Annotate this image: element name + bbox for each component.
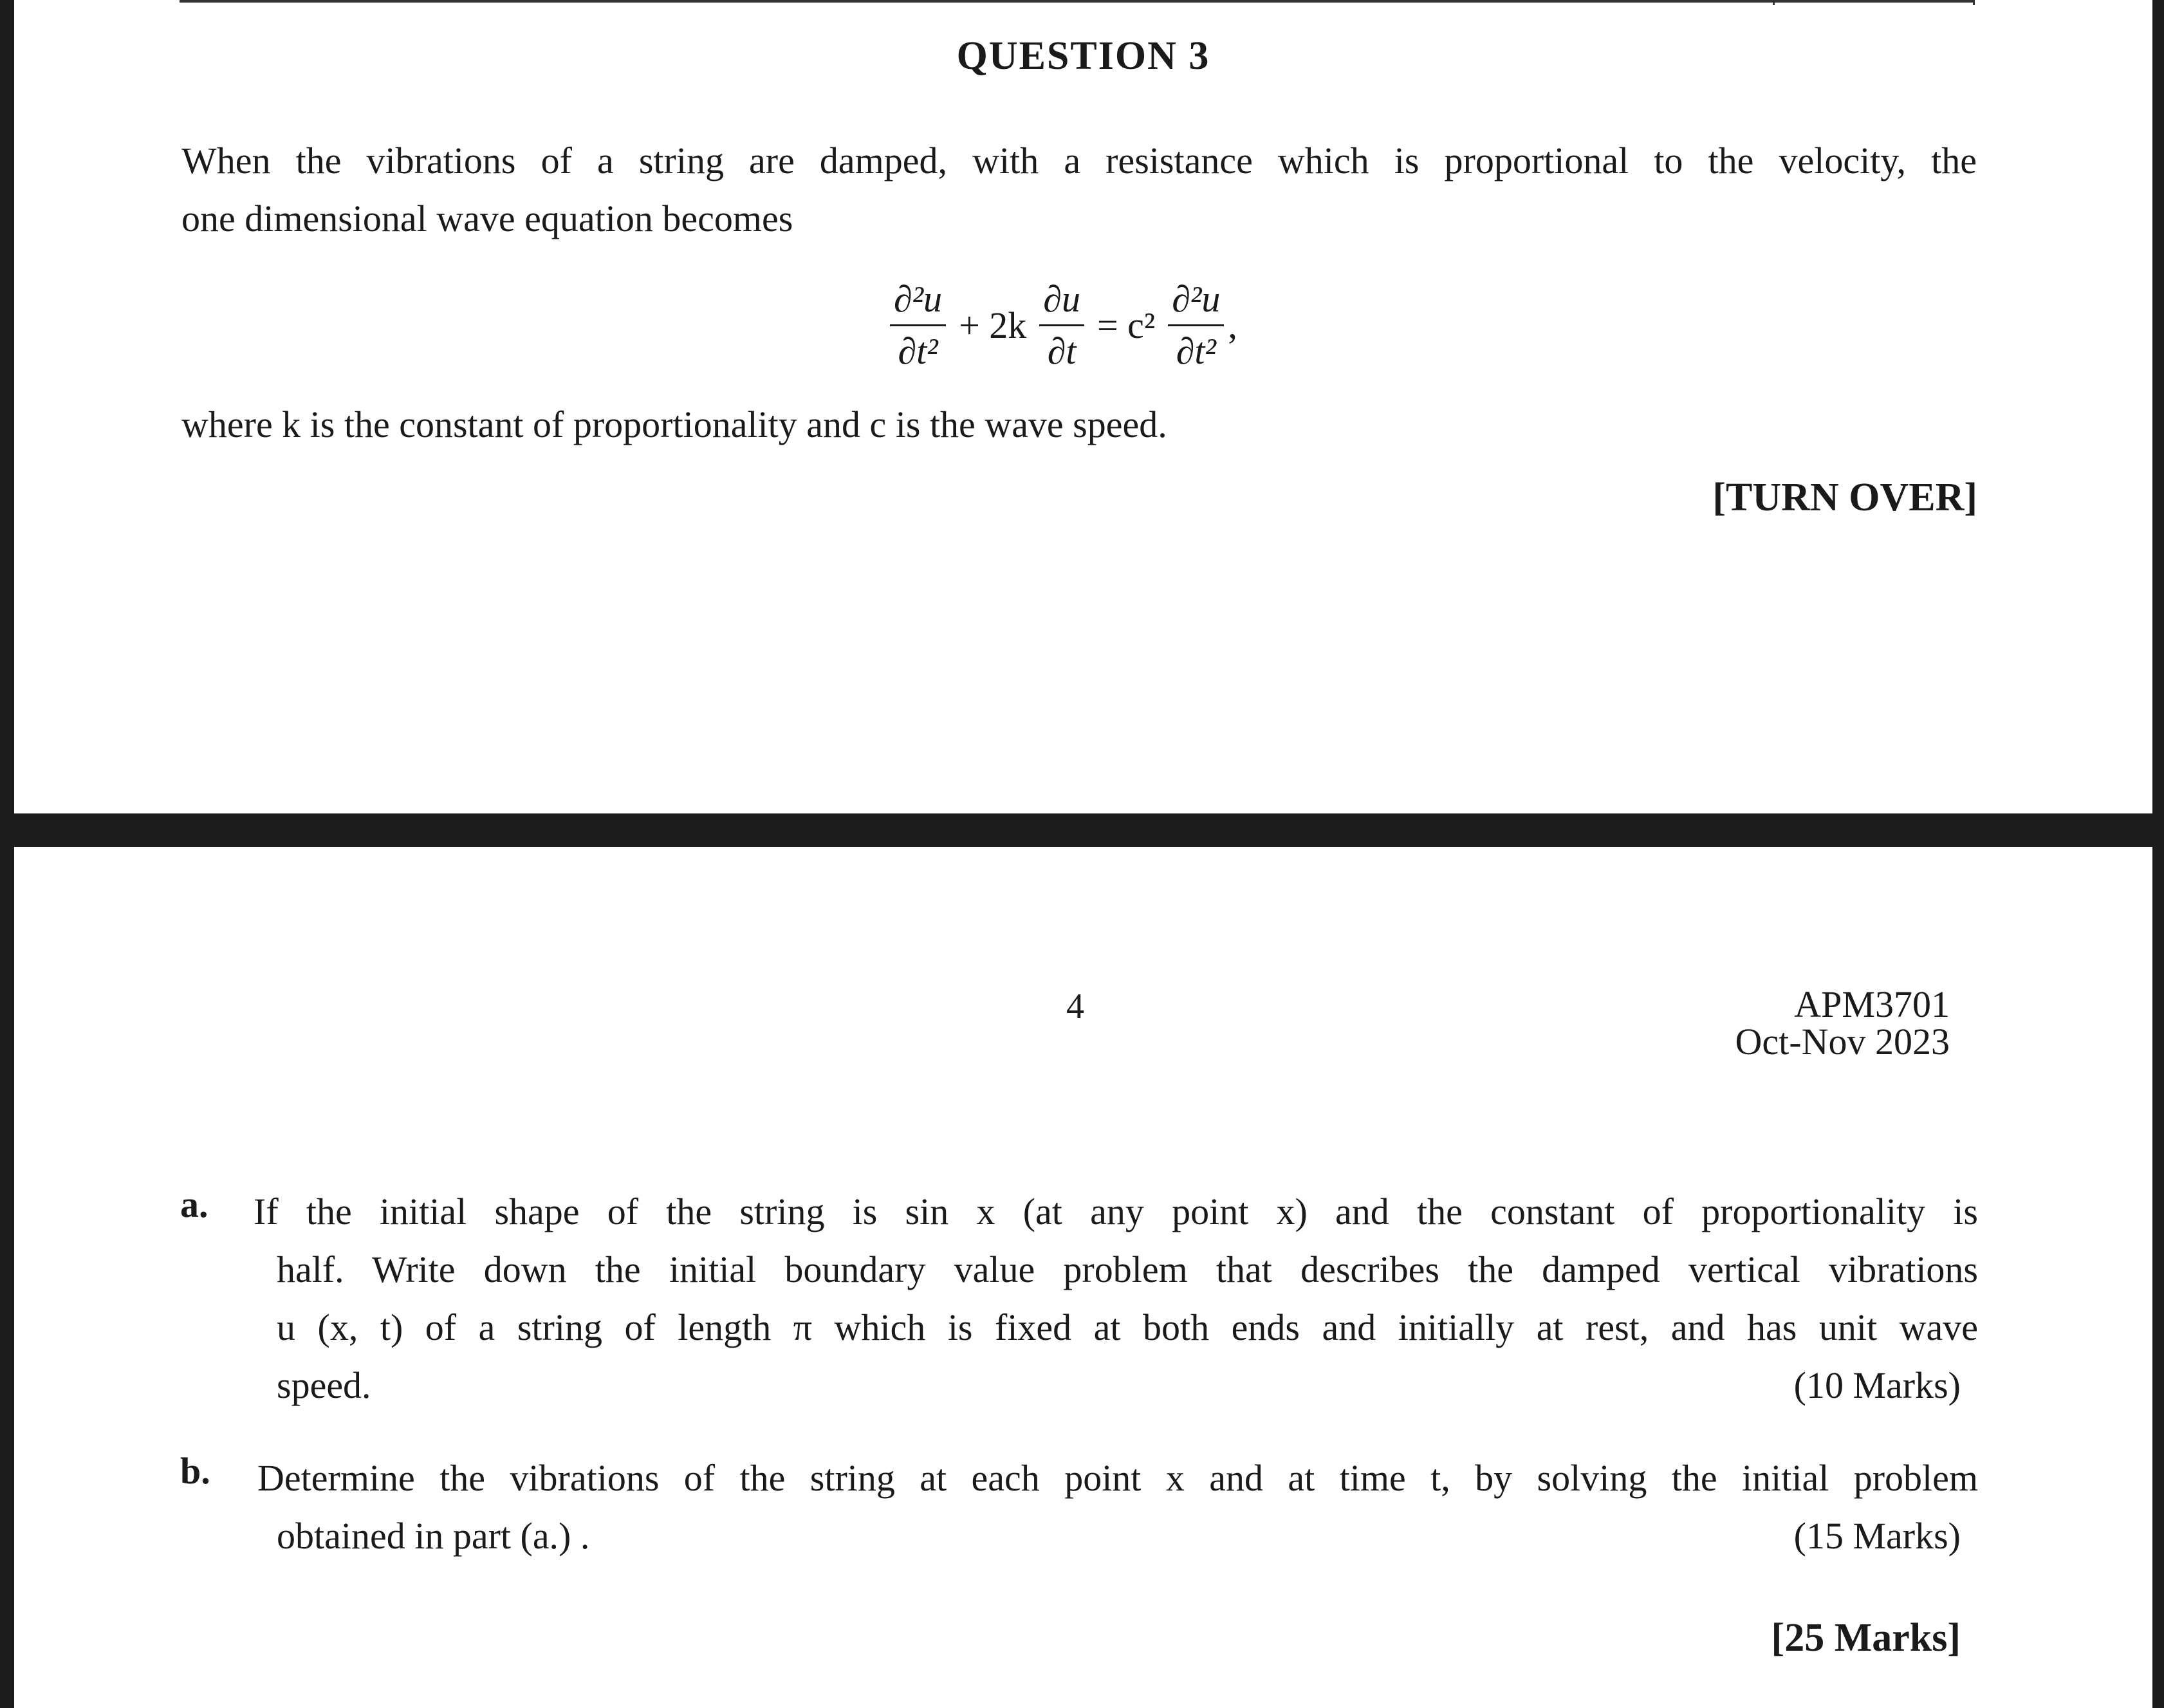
course-code: APM3701 bbox=[1794, 983, 1950, 1025]
fraction-bar bbox=[1039, 324, 1084, 326]
top-rule bbox=[180, 0, 1975, 3]
fraction-denominator: ∂t² bbox=[1176, 330, 1216, 372]
intro-line: one dimensional wave equation becomes bbox=[181, 198, 793, 239]
exam-period: Oct-Nov 2023 bbox=[1735, 1021, 1950, 1063]
exam-page-upper bbox=[14, 0, 2152, 813]
fraction-numerator: ∂²u bbox=[894, 277, 943, 320]
damped-wave-equation bbox=[886, 274, 1237, 376]
part-a-label: a. bbox=[180, 1184, 208, 1225]
fraction-du-dt bbox=[1039, 277, 1084, 374]
fraction-numerator: ∂²u bbox=[1172, 277, 1221, 320]
fraction-numerator: ∂u bbox=[1043, 277, 1080, 320]
intro-line: When the vibrations of a string are damped, with a resistance which is proportional to the velocity, the bbox=[181, 140, 1977, 181]
part-a-text: u (x, t) of a string of length π which is fixed at both ends and initially at rest, and has unit wave bbox=[277, 1306, 1978, 1348]
part-b-label: b. bbox=[180, 1450, 210, 1492]
page-number: 4 bbox=[1066, 987, 1084, 1026]
fraction-denominator: ∂t² bbox=[898, 330, 938, 372]
top-rule-tick bbox=[1973, 0, 1975, 5]
equation-operator: = c² bbox=[1096, 304, 1156, 346]
equation-comma: , bbox=[1228, 304, 1237, 346]
part-a-line bbox=[254, 1183, 1978, 1241]
part-a-marks: (10 Marks) bbox=[1793, 1364, 1961, 1406]
part-b-line bbox=[257, 1449, 1978, 1507]
question-heading: QUESTION 3 bbox=[956, 34, 1210, 78]
part-a-text: speed. bbox=[277, 1364, 371, 1406]
exam-page-lower bbox=[14, 847, 2152, 1708]
intro-paragraph bbox=[181, 132, 1977, 248]
part-b-text: obtained in part (a.) . bbox=[277, 1515, 590, 1557]
fraction-bar bbox=[890, 324, 946, 326]
total-marks: [25 Marks] bbox=[1771, 1616, 1961, 1660]
part-a-body bbox=[277, 1241, 1978, 1415]
part-a-text: If the initial shape of the string is sin x (at any point x) and the constant of proportionality is bbox=[254, 1191, 1978, 1232]
equation-operator: + 2k bbox=[959, 304, 1027, 346]
part-b-body bbox=[277, 1507, 589, 1565]
fraction-d2u-dt2-rhs bbox=[1168, 277, 1224, 374]
part-b-text: Determine the vibrations of the string at each point x and at time t, by solving the initial problem bbox=[257, 1457, 1978, 1499]
part-a-text: half. Write down the initial boundary value problem that describes the damped vertical vibrations bbox=[277, 1249, 1978, 1290]
part-b-marks: (15 Marks) bbox=[1793, 1515, 1961, 1557]
turn-over-note: [TURN OVER] bbox=[1712, 476, 1977, 519]
fraction-denominator: ∂t bbox=[1047, 330, 1077, 372]
where-line: where k is the constant of proportionality and c is the wave speed. bbox=[181, 404, 1167, 445]
fraction-bar bbox=[1168, 324, 1224, 326]
top-rule-tick bbox=[1773, 0, 1775, 5]
course-header bbox=[1735, 983, 1950, 1063]
fraction-d2u-dt2 bbox=[890, 277, 946, 374]
